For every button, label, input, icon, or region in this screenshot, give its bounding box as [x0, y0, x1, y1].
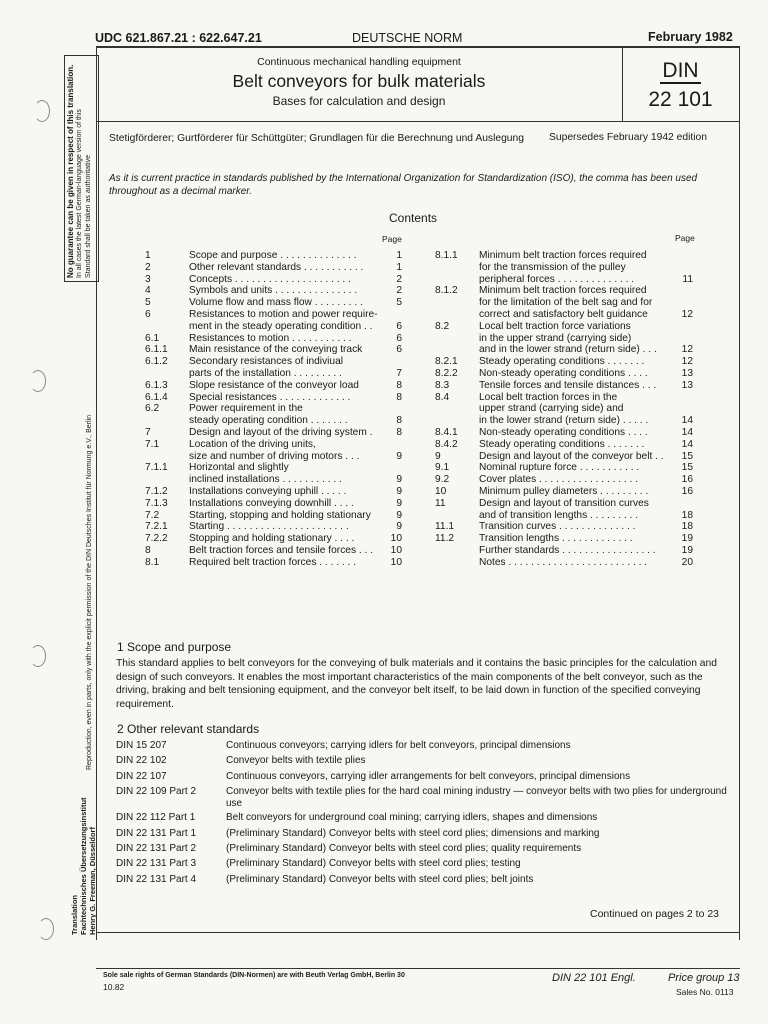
contents-entry	[145, 510, 402, 522]
section-1-body: This standard applies to belt conveyors for the conveying of bulk materials and it contains the basic principles for the calculation and design of such conveyors. It enables the most important characteristics of the main components of the belt conveyor, such as the driving, braking and belt tensioning equipment, and the conveyor belt itself, to be laid down in function of the specified conveying requirement.	[116, 658, 717, 710]
contents-entry-page: 2	[396, 273, 402, 285]
contents-entry	[435, 439, 693, 451]
contents-entry-number: 6.1.2	[145, 356, 168, 368]
header-top-rule	[96, 46, 740, 48]
contents-entry-number: 7.1.3	[145, 497, 168, 509]
contents-entry	[145, 297, 402, 309]
contents-entry-number: 8.4.1	[435, 426, 458, 438]
document-title: Belt conveyors for bulk materials	[232, 71, 486, 91]
contents-entry-page: 8	[396, 379, 402, 391]
contents-entry-number: 10	[435, 485, 447, 497]
contents-entry	[145, 262, 402, 274]
contents-entry-page	[671, 498, 693, 510]
punch-hole-mark	[30, 370, 46, 392]
edition-code: 10.82	[103, 982, 125, 992]
standard-entry	[116, 769, 728, 784]
contents-entry-title: for the transmission of the pulley	[479, 261, 626, 273]
contents-heading: Contents	[389, 211, 438, 225]
contents-entry-number: 3	[145, 273, 151, 285]
contents-entry	[145, 486, 402, 498]
contents-entry-number: 4	[145, 285, 151, 297]
contents-entry-page: 16	[681, 485, 693, 497]
contents-entry	[145, 392, 402, 404]
contents-entry-title: Tensile forces and tensile distances . . .	[479, 379, 657, 391]
contents-entry-number: 11.1	[435, 521, 455, 533]
standard-entry	[116, 872, 728, 887]
contents-entry	[435, 427, 693, 439]
contents-entry	[145, 474, 402, 486]
standard-title: Conveyor belts with textile plies for the hard coal mining industry — conveyor belts with two plies for underground use	[226, 786, 727, 810]
contents-entry	[435, 380, 693, 392]
contents-entry-title: Non-steady operating conditions . . . .	[479, 426, 648, 438]
contents-entry-title: in the lower strand (return side) . . . . .	[479, 415, 649, 427]
contents-entry-number: 8.1.1	[435, 250, 458, 261]
contents-entry-number: 6.1.4	[145, 391, 168, 403]
contents-entry-page: 9	[396, 450, 402, 462]
contents-entry-page	[380, 309, 402, 321]
contents-entry-title: Belt traction forces and tensile forces . . .	[189, 544, 374, 556]
contents-entry-title: Minimum belt traction forces required	[479, 285, 647, 297]
contents-entry-number: 8.1	[145, 556, 160, 568]
page-label-right: Page	[675, 233, 695, 243]
sales-number: Sales No. 0113	[676, 987, 734, 997]
contents-entry	[435, 392, 693, 404]
contents-entry-title: Further standards . . . . . . . . . . . . . . . . .	[479, 544, 656, 556]
german-title: Stetigförderer; Gurtförderer für Schüttgüter; Grundlagen für die Berechnung und Auslegung	[109, 133, 524, 144]
contents-entry-title: Transition lengths . . . . . . . . . . . . .	[479, 533, 633, 545]
contents-entry-title: and of transition lengths . . . . . . . . .	[479, 509, 639, 521]
contents-entry	[145, 557, 402, 569]
contents-entry	[145, 333, 402, 345]
udc-number: UDC 621.867.21 : 622.647.21	[95, 31, 262, 45]
contents-list-left	[145, 250, 402, 569]
sale-rights: Sole sale rights of German Standards (DIN-Normen) are with Beuth Verlag GmbH, Berlin 30	[103, 972, 405, 979]
contents-entry-page: 5	[396, 297, 402, 309]
contents-entry-title: Local belt traction forces in the	[479, 391, 618, 403]
din-logo	[622, 60, 739, 84]
frame-inner-bottom-rule	[96, 932, 740, 933]
contents-entry-page: 8	[396, 415, 402, 427]
contents-entry-number: 6.2	[145, 403, 160, 415]
section-2-heading: 2 Other relevant standards	[117, 722, 260, 736]
contents-entry-number: 6.1.1	[145, 344, 168, 356]
contents-entry-title: Resistances to motion . . . . . . . . . . .	[189, 332, 352, 344]
contents-entry-page: 6	[396, 344, 402, 356]
contents-entry-page: 18	[681, 509, 693, 521]
contents-entry-number: 8.3	[435, 379, 450, 391]
contents-entry-page: 13	[681, 367, 693, 379]
din-logo-text: DIN	[662, 59, 699, 82]
contents-entry	[145, 427, 402, 439]
contents-entry-number: 6.1.3	[145, 379, 168, 391]
translation-label: Translation	[70, 894, 79, 935]
contents-entry-number: 9.2	[435, 474, 450, 486]
contents-entry-title: Required belt traction forces . . . . . . .	[189, 556, 357, 568]
contents-entry-number: 1	[145, 250, 151, 261]
contents-entry-title: upper strand (carrying side) and	[479, 403, 624, 415]
contents-entry	[145, 274, 402, 286]
norm-label: DEUTSCHE NORM	[352, 31, 463, 45]
contents-entry	[435, 486, 693, 498]
contents-entry-title: Notes . . . . . . . . . . . . . . . . . . . . . . . . .	[479, 556, 648, 568]
contents-entry-title: Design and layout of the conveyor belt . .	[479, 450, 664, 462]
contents-entry-title: Resistances to motion and power require-	[189, 308, 378, 320]
contents-entry-number: 7.2.2	[145, 533, 168, 545]
guarantee-notice-2: In all cases the latest German-language version of this	[76, 109, 83, 278]
contents-entry	[435, 309, 693, 321]
contents-entry-title: Non-steady operating conditions . . . .	[479, 367, 648, 379]
document-subtitle-2: Bases for calculation and design	[272, 94, 446, 108]
contents-entry	[435, 415, 693, 427]
frame-bottom-rule	[96, 968, 740, 969]
contents-entry	[145, 403, 402, 415]
contents-entry-page: 2	[396, 285, 402, 297]
contents-entry	[435, 321, 693, 333]
standard-number: DIN 22 107	[116, 770, 167, 782]
contents-entry-title: correct and satisfactory belt guidance	[479, 308, 648, 320]
contents-entry-page	[671, 392, 693, 404]
contents-entry-title: Design and layout of the driving system .	[189, 426, 373, 438]
contents-entry-page: 15	[681, 462, 693, 474]
contents-entry-page: 1	[396, 250, 402, 261]
contents-entry-number: 7.1	[145, 438, 160, 450]
contents-entry-title: Horizontal and slightly	[189, 462, 289, 474]
contents-entry-title: Slope resistance of the conveyor load	[189, 379, 359, 391]
contents-entry-number: 7.2	[145, 509, 160, 521]
contents-entry	[435, 297, 693, 309]
contents-entry	[145, 344, 402, 356]
contents-entry	[435, 521, 693, 533]
contents-entry-page	[380, 356, 402, 368]
contents-entry	[435, 557, 693, 569]
continued-note: Continued on pages 2 to 23	[590, 908, 720, 920]
contents-entry	[435, 403, 693, 415]
contents-entry	[435, 498, 693, 510]
standard-title: (Preliminary Standard) Conveyor belts with steel cord plies; quality requirements	[226, 843, 582, 855]
standard-number: DIN 22 102	[116, 755, 167, 767]
contents-entry-title: inclined installations . . . . . . . . . . .	[189, 474, 342, 486]
contents-entry-page	[380, 439, 402, 451]
contents-entry	[435, 451, 693, 463]
standard-entry	[116, 841, 728, 856]
contents-entry-title: Concepts . . . . . . . . . . . . . . . . . . . . .	[189, 273, 351, 285]
contents-entry-number: 6	[145, 308, 151, 320]
contents-entry-number: 7	[145, 426, 151, 438]
standard-number: DIN 22 109 Part 2	[116, 786, 197, 798]
contents-entry	[145, 380, 402, 392]
document-subtitle: Continuous mechanical handling equipment	[257, 56, 461, 68]
contents-entry-title: Other relevant standards . . . . . . . . . . .	[189, 261, 364, 273]
contents-entry-number: 5	[145, 297, 151, 309]
contents-entry-number: 8.1.2	[435, 285, 458, 297]
contents-entry	[145, 309, 402, 321]
contents-entry-title: size and number of driving motors . . .	[189, 450, 360, 462]
contents-entry-title: Steady operating conditions . . . . . . .	[479, 356, 645, 368]
standard-title: (Preliminary Standard) Conveyor belts with steel cord plies; belt joints	[226, 873, 534, 885]
contents-entry	[435, 545, 693, 557]
standard-number: DIN 22 131 Part 4	[116, 873, 197, 885]
contents-entry-number: 7.2.1	[145, 521, 168, 533]
contents-entry-title: Main resistance of the conveying track	[189, 344, 363, 356]
contents-entry	[145, 321, 402, 333]
contents-entry-page: 9	[396, 485, 402, 497]
supersedes-note: Supersedes February 1942 edition	[549, 132, 707, 143]
contents-entry-number: 8.4.2	[435, 438, 458, 450]
contents-entry-page: 9	[396, 521, 402, 533]
contents-entry-page: 19	[681, 533, 693, 545]
contents-entry-title: Starting . . . . . . . . . . . . . . . . . . . . . .	[189, 521, 349, 533]
reproduction-notice: Reproduction, even in parts, only with the explicit permission of the DIN Deutsches Institut für Normung e.V., Berlin	[86, 415, 93, 770]
contents-entry-page: 6	[396, 320, 402, 332]
guarantee-notice-3: Standard shall be taken as authoritative	[85, 155, 92, 278]
contents-entry-title: Symbols and units . . . . . . . . . . . . . . .	[189, 285, 358, 297]
contents-entry	[435, 274, 693, 286]
contents-entry-number: 8.2.1	[435, 356, 458, 368]
header-bottom-rule	[96, 121, 740, 122]
contents-entry	[145, 533, 402, 545]
contents-entry-title: parts of the installation . . . . . . . . .	[189, 367, 342, 379]
standard-title: Belt conveyors for underground coal mining; carrying idlers, shapes and dimensions	[226, 812, 598, 824]
contents-entry	[145, 368, 402, 380]
contents-entry-page: 7	[396, 367, 402, 379]
contents-entry-number: 9	[435, 450, 441, 462]
contents-entry-page	[671, 297, 693, 309]
standard-number: DIN 22 131 Part 1	[116, 827, 197, 839]
contents-entry-page: 9	[396, 497, 402, 509]
contents-entry-title: Installations conveying downhill . . . .	[189, 497, 354, 509]
page-label-left: Page	[382, 234, 402, 244]
contents-entry-number: 7.1.2	[145, 485, 168, 497]
section-1-heading: 1 Scope and purpose	[117, 640, 232, 654]
contents-entry-page	[671, 262, 693, 274]
contents-entry-page: 10	[390, 533, 402, 545]
contents-entry	[435, 344, 693, 356]
contents-entry-title: Power requirement in the	[189, 403, 303, 415]
contents-entry-number: 2	[145, 261, 151, 273]
contents-entry-page: 16	[681, 474, 693, 486]
contents-entry-page: 10	[390, 544, 402, 556]
contents-entry-title: in the upper strand (carrying side)	[479, 332, 632, 344]
standard-title: Conveyor belts with textile plies	[226, 755, 366, 767]
contents-entry-title: Steady operating conditions . . . . . . .	[479, 438, 645, 450]
guarantee-notice-1: No guarantee can be given in respect of this translation.	[66, 64, 75, 278]
contents-entry	[435, 510, 693, 522]
iso-note: As it is current practice in standards published by the International Organization for Standardization (ISO), the comma has been used throughout as a decimal marker.	[109, 173, 698, 197]
contents-entry-title: Starting, stopping and holding stationary	[189, 509, 371, 521]
contents-entry-number: 8.2	[435, 320, 450, 332]
contents-entry-page	[671, 403, 693, 415]
contents-entry	[435, 474, 693, 486]
translator-name: Henry G. Freeman, Düsseldorf	[88, 827, 97, 935]
contents-entry-number: 11.2	[435, 533, 455, 545]
contents-entry-page: 10	[390, 556, 402, 568]
standard-entry	[116, 784, 728, 810]
contents-entry-page: 9	[396, 509, 402, 521]
contents-entry-title: for the limitation of the belt sag and for	[479, 297, 653, 309]
contents-entry	[145, 250, 402, 262]
contents-entry	[145, 356, 402, 368]
contents-entry-title: Stopping and holding stationary . . . .	[189, 533, 355, 545]
standard-entry	[116, 856, 728, 871]
contents-entry-number: 8.4	[435, 391, 450, 403]
contents-entry-page: 14	[681, 438, 693, 450]
contents-entry-title: Minimum belt traction forces required	[479, 250, 647, 261]
contents-entry-title: Volume flow and mass flow . . . . . . . . .	[189, 297, 363, 309]
contents-entry	[435, 533, 693, 545]
contents-entry	[145, 451, 402, 463]
standard-entry	[116, 753, 728, 768]
contents-entry-page: 19	[681, 544, 693, 556]
standard-title: (Preliminary Standard) Conveyor belts with steel cord plies; testing	[226, 858, 521, 870]
contents-entry-title: Transition curves . . . . . . . . . . . . . .	[479, 521, 636, 533]
publication-date: February 1982	[648, 30, 733, 44]
standard-title: Continuous conveyors; carrying idlers for belt conveyors, principal dimensions	[226, 740, 571, 751]
contents-entry	[145, 462, 402, 474]
contents-entry-page: 14	[681, 415, 693, 427]
contents-entry	[435, 462, 693, 474]
contents-entry-title: and in the lower strand (return side) . . .	[479, 344, 657, 356]
contents-entry	[435, 356, 693, 368]
contents-entry-page: 8	[396, 426, 402, 438]
contents-entry	[145, 521, 402, 533]
contents-entry	[435, 285, 693, 297]
contents-entry-page	[671, 250, 693, 262]
price-group: Price group 13	[668, 972, 740, 984]
contents-entry-title: Nominal rupture force . . . . . . . . . . .	[479, 462, 640, 474]
contents-entry-title: Special resistances . . . . . . . . . . . . .	[189, 391, 351, 403]
contents-entry-title: Minimum pulley diameters . . . . . . . . .	[479, 485, 649, 497]
contents-entry-page: 6	[396, 332, 402, 344]
contents-entry-number: 8	[145, 544, 151, 556]
contents-entry-page: 12	[681, 344, 693, 356]
contents-entry-title: Design and layout of transition curves	[479, 497, 649, 509]
contents-entry-page: 8	[396, 391, 402, 403]
contents-entry-number: 6.1	[145, 332, 160, 344]
contents-entry-title: Installations conveying uphill . . . . .	[189, 485, 347, 497]
standard-entry	[116, 738, 728, 753]
translator-institute: Fachtechnisches Übersetzungsinstitut	[79, 797, 88, 935]
contents-entry-page	[380, 403, 402, 415]
contents-entry-page	[380, 462, 402, 474]
contents-entry-title: peripheral forces . . . . . . . . . . . . . .	[479, 273, 635, 285]
contents-entry	[145, 285, 402, 297]
standard-title: (Preliminary Standard) Conveyor belts with steel cord plies; dimensions and marking	[226, 827, 600, 839]
standard-entry	[116, 826, 728, 841]
punch-hole-mark	[30, 645, 46, 667]
contents-entry	[145, 498, 402, 510]
contents-entry-title: steady operating condition . . . . . . .	[189, 415, 348, 427]
contents-entry	[435, 368, 693, 380]
contents-entry-number: 11	[435, 497, 446, 509]
contents-entry	[435, 250, 693, 262]
related-standards-list	[116, 738, 728, 887]
contents-entry	[435, 262, 693, 274]
contents-entry-title: Secondary resistances of indiviual	[189, 356, 344, 368]
contents-entry-title: Cover plates . . . . . . . . . . . . . . . . . .	[479, 474, 639, 486]
contents-entry-title: ment in the steady operating condition . .	[189, 320, 373, 332]
standard-entry	[116, 810, 728, 825]
standard-number: DIN 22 131 Part 3	[116, 858, 197, 870]
contents-entry-page	[671, 321, 693, 333]
contents-entry-number: 8.2.2	[435, 367, 458, 379]
contents-entry-page: 18	[681, 521, 693, 533]
din-reference: DIN 22 101 Engl.	[552, 972, 636, 984]
standard-title: Continuous conveyors, carrying idler arrangements for belt conveyors, principal dimensions	[226, 770, 631, 782]
contents-entry-page: 15	[681, 450, 693, 462]
standard-number: DIN 22 112 Part 1	[116, 812, 196, 824]
contents-entry	[145, 439, 402, 451]
contents-entry-page: 11	[682, 273, 693, 285]
frame-right-rule	[739, 46, 740, 940]
contents-entry-page: 20	[681, 556, 693, 568]
contents-entry-page: 1	[396, 261, 402, 273]
contents-entry-page: 14	[681, 426, 693, 438]
contents-entry-page: 12	[681, 308, 693, 320]
contents-entry	[145, 545, 402, 557]
contents-entry	[435, 333, 693, 345]
punch-hole-mark	[34, 100, 50, 122]
contents-entry	[145, 415, 402, 427]
contents-entry-title: Scope and purpose . . . . . . . . . . . . . .	[189, 250, 357, 261]
standard-number: DIN 22 131 Part 2	[116, 843, 197, 855]
contents-entry-number: 9.1	[435, 462, 450, 474]
din-number: 22 101	[648, 88, 713, 111]
standard-number: DIN 15 207	[116, 740, 167, 751]
contents-entry-page: 13	[681, 379, 693, 391]
contents-entry-page: 12	[681, 356, 693, 368]
contents-entry-page	[671, 285, 693, 297]
contents-entry-page	[671, 333, 693, 345]
contents-entry-page: 9	[396, 474, 402, 486]
contents-entry-title: Local belt traction force variations	[479, 320, 631, 332]
contents-entry-title: Location of the driving units,	[189, 438, 316, 450]
contents-entry-number: 7.1.1	[145, 462, 168, 474]
punch-hole-mark	[38, 918, 54, 940]
contents-list-right	[435, 250, 693, 569]
